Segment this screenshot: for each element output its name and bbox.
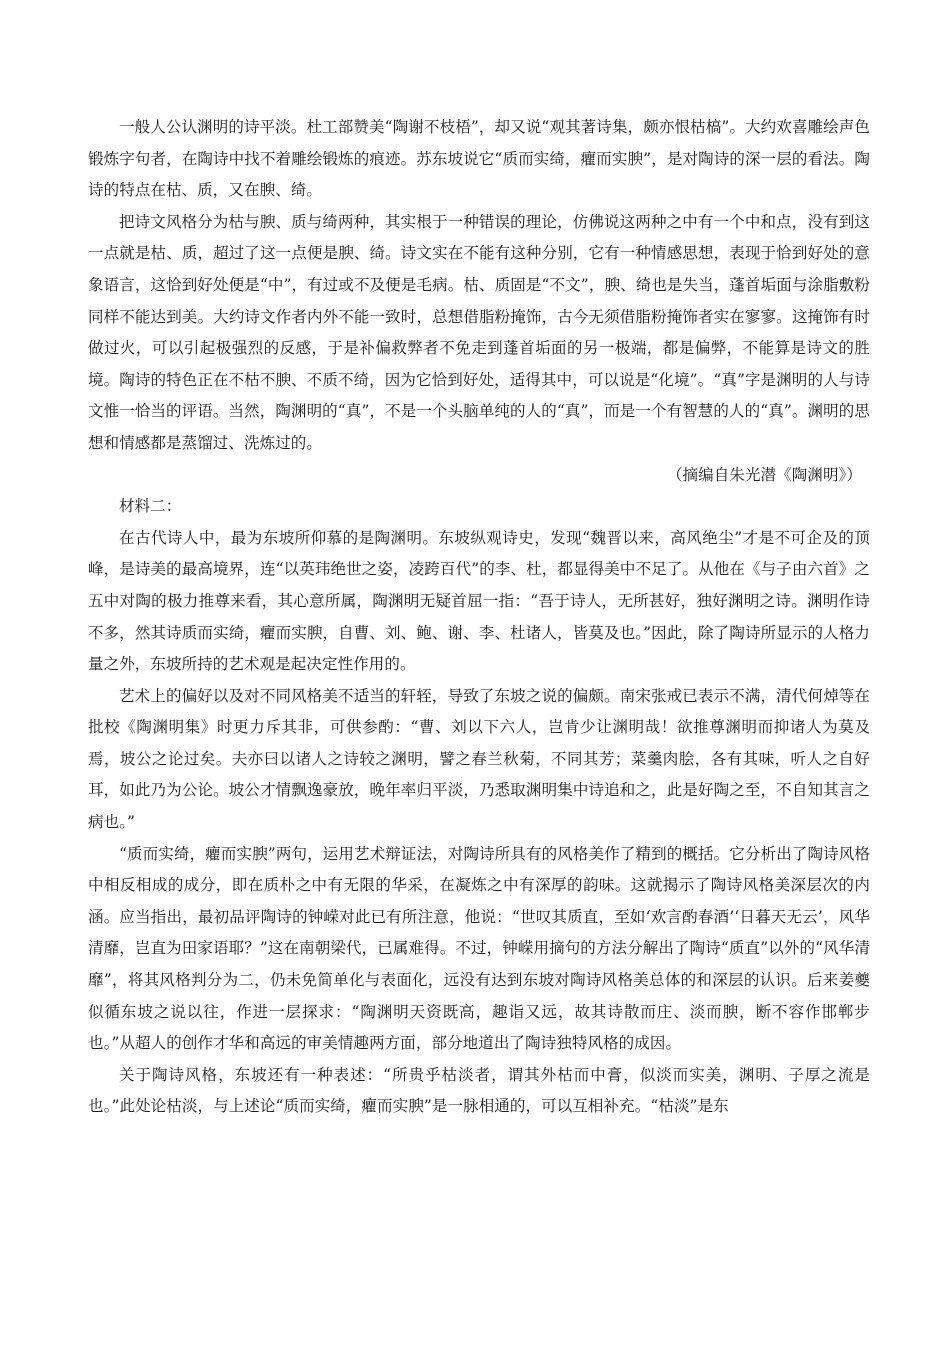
document-body bbox=[88, 112, 870, 1123]
paragraph-4: 艺术上的偏好以及对不同风格美不适当的轩轾，导致了东坡之说的偏颇。南宋张戒已表示不满，清代何焯等在批校《陶渊明集》时更力斥其非，可供参酌：“曹、刘以下六人，岂肯少让渊明哉！欲推尊渊明而抑诸人为莫及焉，坡公之论过矣。夫亦曰以诸人之诗较之渊明，譬之春兰秋菊，不同其芳；菜羹肉脍，各有其味，听人之自好耳，如此乃为公论。坡公才情飘逸豪放，晚年率归平淡，乃悉取渊明集中诗追和之，此是好陶之至，不自知其言之病也。” bbox=[88, 686, 870, 832]
paragraph-3: 在古代诗人中，最为东坡所仰慕的是陶渊明。东坡纵观诗史，发现“魏晋以来，高风绝尘”才是不可企及的顶峰，是诗美的最高境界，连“以英玮绝世之姿，凌跨百代”的李、杜，都显得美中不足了。从他在《与子由六首》之五中对陶的极力推尊来看，其心意所属，陶渊明无疑首屈一指：“吾于诗人，无所甚好，独好渊明之诗。渊明作诗不多，然其诗质而实绮，癯而实腴，自曹、刘、鲍、谢、李、杜诸人，皆莫及也。”因此，除了陶诗所显示的人格力量之外，东坡所持的艺术观是起决定性作用的。 bbox=[88, 528, 870, 674]
source-citation: （摘编自朱光潜《陶渊明》） bbox=[666, 465, 862, 484]
paragraph-2: 把诗文风格分为枯与腴、质与绮两种，其实根于一种错误的理论，仿佛说这两种之中有一个中和点，没有到这一点就是枯、质，超过了这一点便是腴、绮。诗文实在不能有这种分别，它有一种情感思想，表现于恰到好处的意象语言，这恰到好处便是“中”，有过或不及便是毛病。枯、质固是“不文”，腴、绮也是失当，蓬首垢面与涂脂敷粉同样不能达到美。大约诗文作者内外不能一致时，总想借脂粉掩饰，古今无须借脂粉掩饰者实在寥寥。这掩饰有时做过火，可以引起极强烈的反感，于是补偏救弊者不免走到蓬首垢面的另一极端，都是偏弊，不能算是诗文的胜境。陶诗的特色正在不枯不腴、不质不绮，因为它恰到好处，适得其中，可以说是“化境”。“真”字是渊明的人与诗文惟一恰当的评语。当然，陶渊明的“真”，不是一个头脑单纯的人的“真”，而是一个有智慧的人的“真”。渊明的思想和情感都是蒸馏过、洗炼过的。 bbox=[88, 212, 870, 452]
paragraph-1: 一般人公认渊明的诗平淡。杜工部赞美“陶谢不枝梧”，却又说“观其著诗集，颇亦恨枯槁”。大约欢喜雕绘声色锻炼字句者，在陶诗中找不着雕绘锻炼的痕迹。苏东坡说它“质而实绮，癯而实腴”，是对陶诗的深一层的看法。陶诗的特点在枯、质，又在腴、绮。 bbox=[88, 118, 870, 200]
material-2-heading: 材料二： bbox=[119, 497, 182, 516]
paragraph-5: “质而实绮，癯而实腴”两句，运用艺术辩证法，对陶诗所具有的风格美作了精到的概括。它分析出了陶诗风格中相反相成的成分，即在质朴之中有无限的华采，在凝炼之中有深厚的韵味。这就揭示了陶诗风格美深层次的内涵。应当指出，最初品评陶诗的钟嵘对此已有所注意，他说：“世叹其质直，至如‘欢言酌春酒’‘日暮天无云’，风华清靡，岂直为田家语耶？”这在南朝梁代，已属难得。不过，钟嵘用摘句的方法分解出了陶诗“质直”以外的“风华清靡”，将其风格判分为二，仍未免简单化与表面化，远没有达到东坡对陶诗风格美总体的和深层的认识。后来姜夔似循东坡之说以往，作进一层探求：“陶渊明天资既高，趣诣又远，故其诗散而庄、淡而腴，断不容作邯郸步也。”从超人的创作才华和高远的审美情趣两方面，部分地道出了陶诗独特风格的成因。 bbox=[88, 844, 870, 1053]
paragraph-6: 关于陶诗风格，东坡还有一种表述：“所贵乎枯淡者，谓其外枯而中膏，似淡而实美，渊明、子厚之流是也。”此处论枯淡，与上述论“质而实绮，癯而实腴”是一脉相通的，可以互相补充。“枯淡”是东 bbox=[88, 1065, 870, 1116]
